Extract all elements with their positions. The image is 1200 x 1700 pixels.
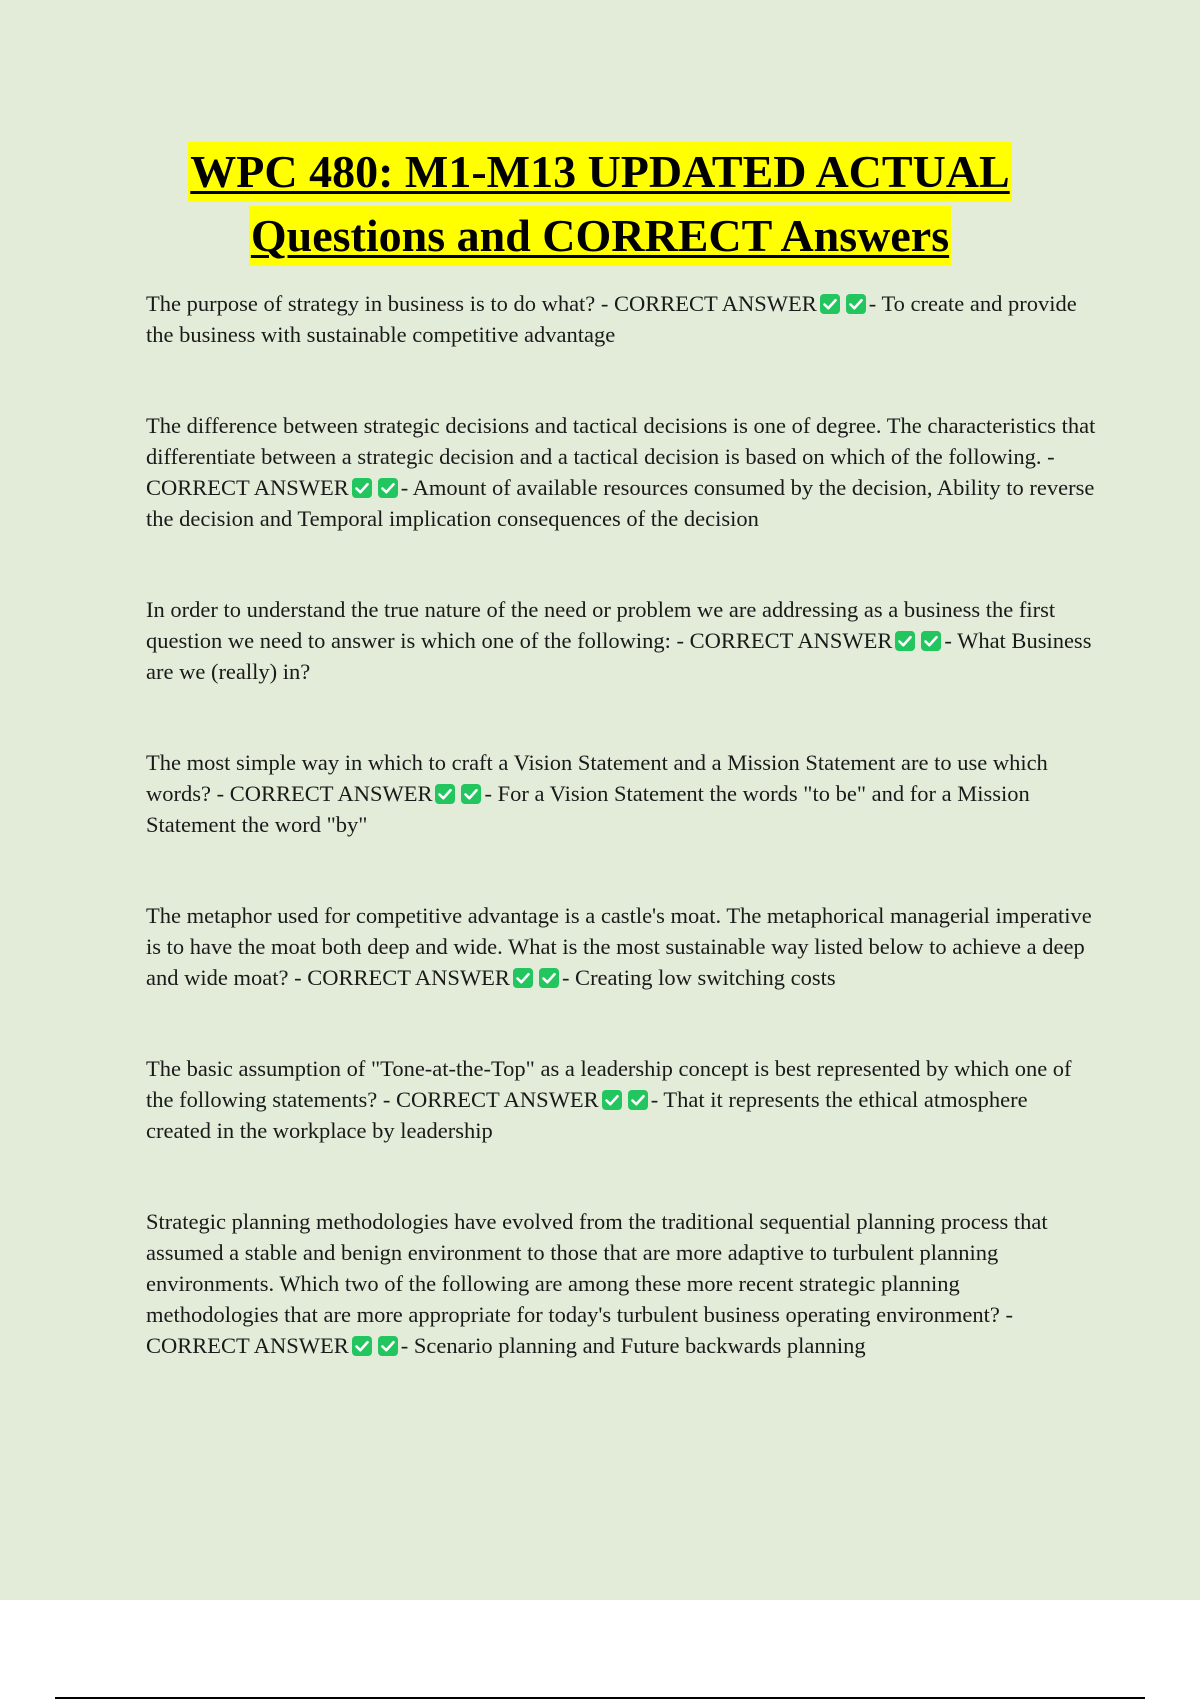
check-box-icon <box>351 477 373 499</box>
answer-text: - Creating low switching costs <box>561 965 836 990</box>
footer-divider <box>55 1697 1145 1699</box>
qa-item <box>146 1206 1096 1361</box>
check-box-icon <box>894 630 916 652</box>
check-box-icon <box>377 1335 399 1357</box>
question-text: The most simple way in which to craft a Vision Statement and a Mission Statement are to use which words? - CORRECT ANSWER <box>146 750 1048 806</box>
title-line-2: Questions and CORRECT Answers <box>249 206 951 266</box>
check-box-icon <box>434 783 456 805</box>
qa-item <box>146 594 1096 687</box>
qa-item <box>146 288 1096 350</box>
qa-item <box>146 747 1096 840</box>
check-box-icon <box>819 293 841 315</box>
question-text: The basic assumption of "Tone-at-the-Top" as a leadership concept is best represented by which one of the following statements? - CORRECT ANSWER <box>146 1056 1072 1112</box>
qa-item <box>146 1053 1096 1146</box>
qa-item <box>146 900 1096 993</box>
answer-text: - Amount of available resources consumed by the decision, Ability to reverse the decision and Temporal implication consequences of the decision <box>146 475 1095 531</box>
answer-text: - What Business are we (really) in? <box>146 628 1092 684</box>
check-box-icon <box>627 1089 649 1111</box>
check-box-icon <box>377 477 399 499</box>
answer-text: - That it represents the ethical atmosphere created in the workplace by leadership <box>146 1087 1028 1143</box>
answer-text: - To create and provide the business with sustainable competitive advantage <box>146 291 1077 347</box>
check-box-icon <box>351 1335 373 1357</box>
answer-text: - Scenario planning and Future backwards planning <box>400 1333 866 1358</box>
qa-list <box>146 288 1096 1361</box>
question-text: The metaphor used for competitive advantage is a castle's moat. The metaphorical managerial imperative is to have the moat both deep and wide. What is the most sustainable way listed below to achieve a deep and wide moat? - CORRECT ANSWER <box>146 903 1092 990</box>
question-text: Strategic planning methodologies have evolved from the traditional sequential planning process that assumed a stable and benign environment to those that are more adaptive to turbulent planning environments. Which two of the following are among these more recent strategic planning methodologies that are more appropriate for today's turbulent business operating environment? - CORRECT ANSWER <box>146 1209 1048 1358</box>
check-box-icon <box>845 293 867 315</box>
question-text: The difference between strategic decisions and tactical decisions is one of degree. The characteristics that differentiate between a strategic decision and a tactical decision is based on which of the following. - CORRECT ANSWER <box>146 413 1096 500</box>
question-text: In order to understand the true nature of the need or problem we are addressing as a business the first question we need to answer is which one of the following: - CORRECT ANSWER <box>146 597 1056 653</box>
check-box-icon <box>512 967 534 989</box>
question-text: The purpose of strategy in business is to do what? - CORRECT ANSWER <box>146 291 817 316</box>
check-box-icon <box>920 630 942 652</box>
check-box-icon <box>460 783 482 805</box>
title-line-1: WPC 480: M1-M13 UPDATED ACTUAL <box>188 142 1011 202</box>
document-title <box>0 142 1200 270</box>
answer-text: - For a Vision Statement the words "to be" and for a Mission Statement the word "by" <box>146 781 1030 837</box>
check-box-icon <box>601 1089 623 1111</box>
qa-item <box>146 410 1096 534</box>
check-box-icon <box>538 967 560 989</box>
